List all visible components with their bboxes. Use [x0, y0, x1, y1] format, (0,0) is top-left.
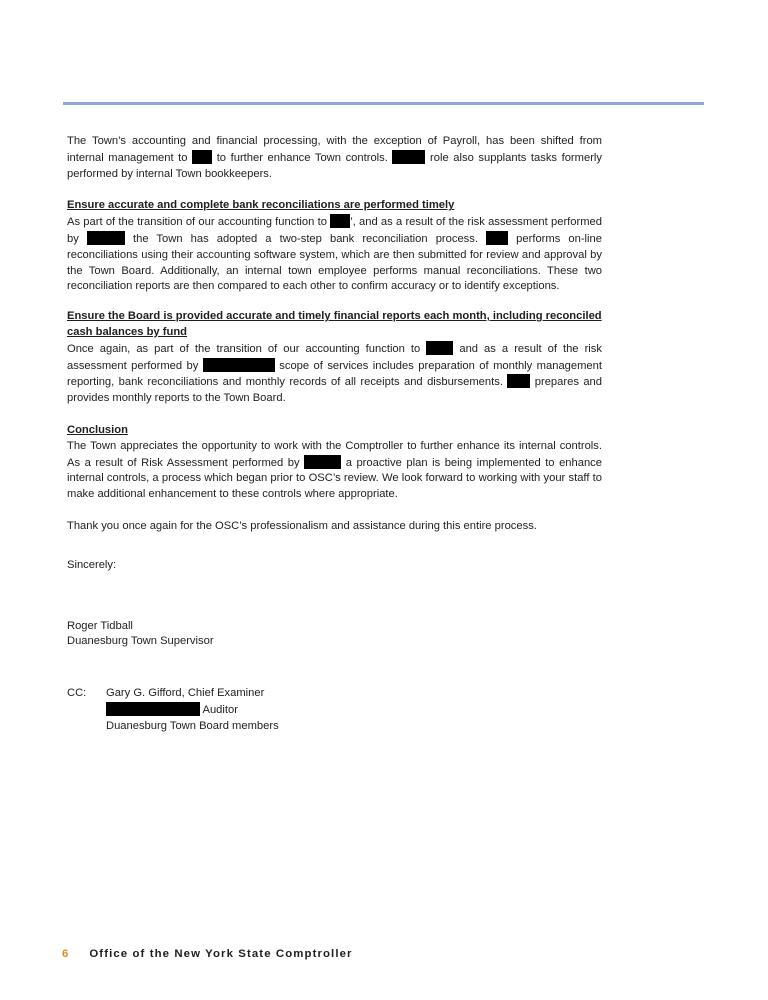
- cc-recipient-text: Auditor: [200, 703, 238, 716]
- thanks-paragraph: Thank you once again for the OSC’s professionalism and assistance during this entire process.: [67, 519, 537, 532]
- financial-reports-paragraph: [67, 341, 602, 407]
- redaction-block: [392, 150, 425, 164]
- paragraph-text: The Town appreciates the opportunity to work with the Comptroller to further enhance its internal controls. As a result of Risk Assessment performed by: [67, 439, 602, 469]
- paragraph-text: a proactive plan is being implemented to enhance internal controls, a process which began prior to OSC’s review. We look forward to working with your staff to make additional enhancement to these controls where appropriate.: [67, 456, 602, 501]
- paragraph-text: As part of the transition of our accounting function to: [67, 216, 331, 229]
- paragraph-text: Once again, as part of the transition of our accounting function to: [67, 342, 427, 355]
- intro-text: The Town’s accounting and financial processing, with the exception of Payroll, has been shifted from internal management to: [67, 135, 602, 164]
- conclusion-paragraph: [67, 439, 602, 503]
- paragraph-text: the Town has adopted a two-step bank reconciliation process.: [124, 232, 487, 245]
- intro-text: to further enhance Town controls.: [212, 151, 393, 164]
- cc-block: [67, 686, 602, 734]
- redaction-block: [330, 214, 350, 228]
- redaction-block: [203, 358, 275, 372]
- redaction-block: [192, 150, 212, 164]
- letter-body: [67, 134, 602, 735]
- paragraph-text: and as a result of the risk assessment performed by: [67, 342, 602, 372]
- redaction-block: [87, 231, 125, 245]
- page-footer: [62, 948, 353, 960]
- redaction-block: [426, 341, 453, 355]
- redaction-block: [507, 374, 530, 388]
- reconciliations-paragraph: [67, 214, 602, 295]
- signer-title: Duanesburg Town Supervisor: [67, 635, 214, 648]
- section-heading-reconciliations: Ensure accurate and complete bank reconciliations are performed timely: [67, 199, 455, 212]
- page-number: 6: [62, 948, 69, 960]
- header-rule: [63, 102, 704, 105]
- footer-title: Office of the New York State Comptroller: [89, 948, 353, 960]
- section-heading-financial-reports: Ensure the Board is provided accurate and timely financial reports each month, including reconciled cash balances by fund: [67, 310, 602, 338]
- paragraph-text: scope of services includes preparation of monthly management reporting, bank reconciliations and monthly records of all receipts and disbursements.: [67, 359, 602, 389]
- redaction-block: [106, 702, 200, 716]
- paragraph-text: prepares and provides monthly reports to the Town Board.: [67, 376, 602, 405]
- intro-text: role also supplants tasks formerly performed by internal Town bookkeepers.: [67, 151, 602, 180]
- section-heading-conclusion: Conclusion: [67, 423, 128, 436]
- cc-recipient: [106, 702, 602, 719]
- closing-salutation: Sincerely:: [67, 558, 117, 571]
- paragraph-text: ’, and as a result of the risk assessment performed by: [67, 216, 602, 245]
- paragraph-text: performs on-line reconciliations using their accounting software system, which are then submitted for review and approval by the Town Board. Additionally, an internal town employee performs manual reconciliations. These two reconciliation reports are then compared to each other to confirm accuracy or to identify exceptions.: [67, 232, 602, 293]
- intro-paragraph: [67, 134, 602, 182]
- signer-name: Roger Tidball: [67, 619, 133, 632]
- redaction-block: [486, 231, 508, 245]
- cc-recipients: [106, 686, 602, 734]
- redaction-block: [304, 455, 341, 469]
- cc-recipient: Duanesburg Town Board members: [106, 719, 279, 732]
- cc-label: CC:: [67, 687, 87, 700]
- cc-recipient: Gary G. Gifford, Chief Examiner: [106, 687, 265, 700]
